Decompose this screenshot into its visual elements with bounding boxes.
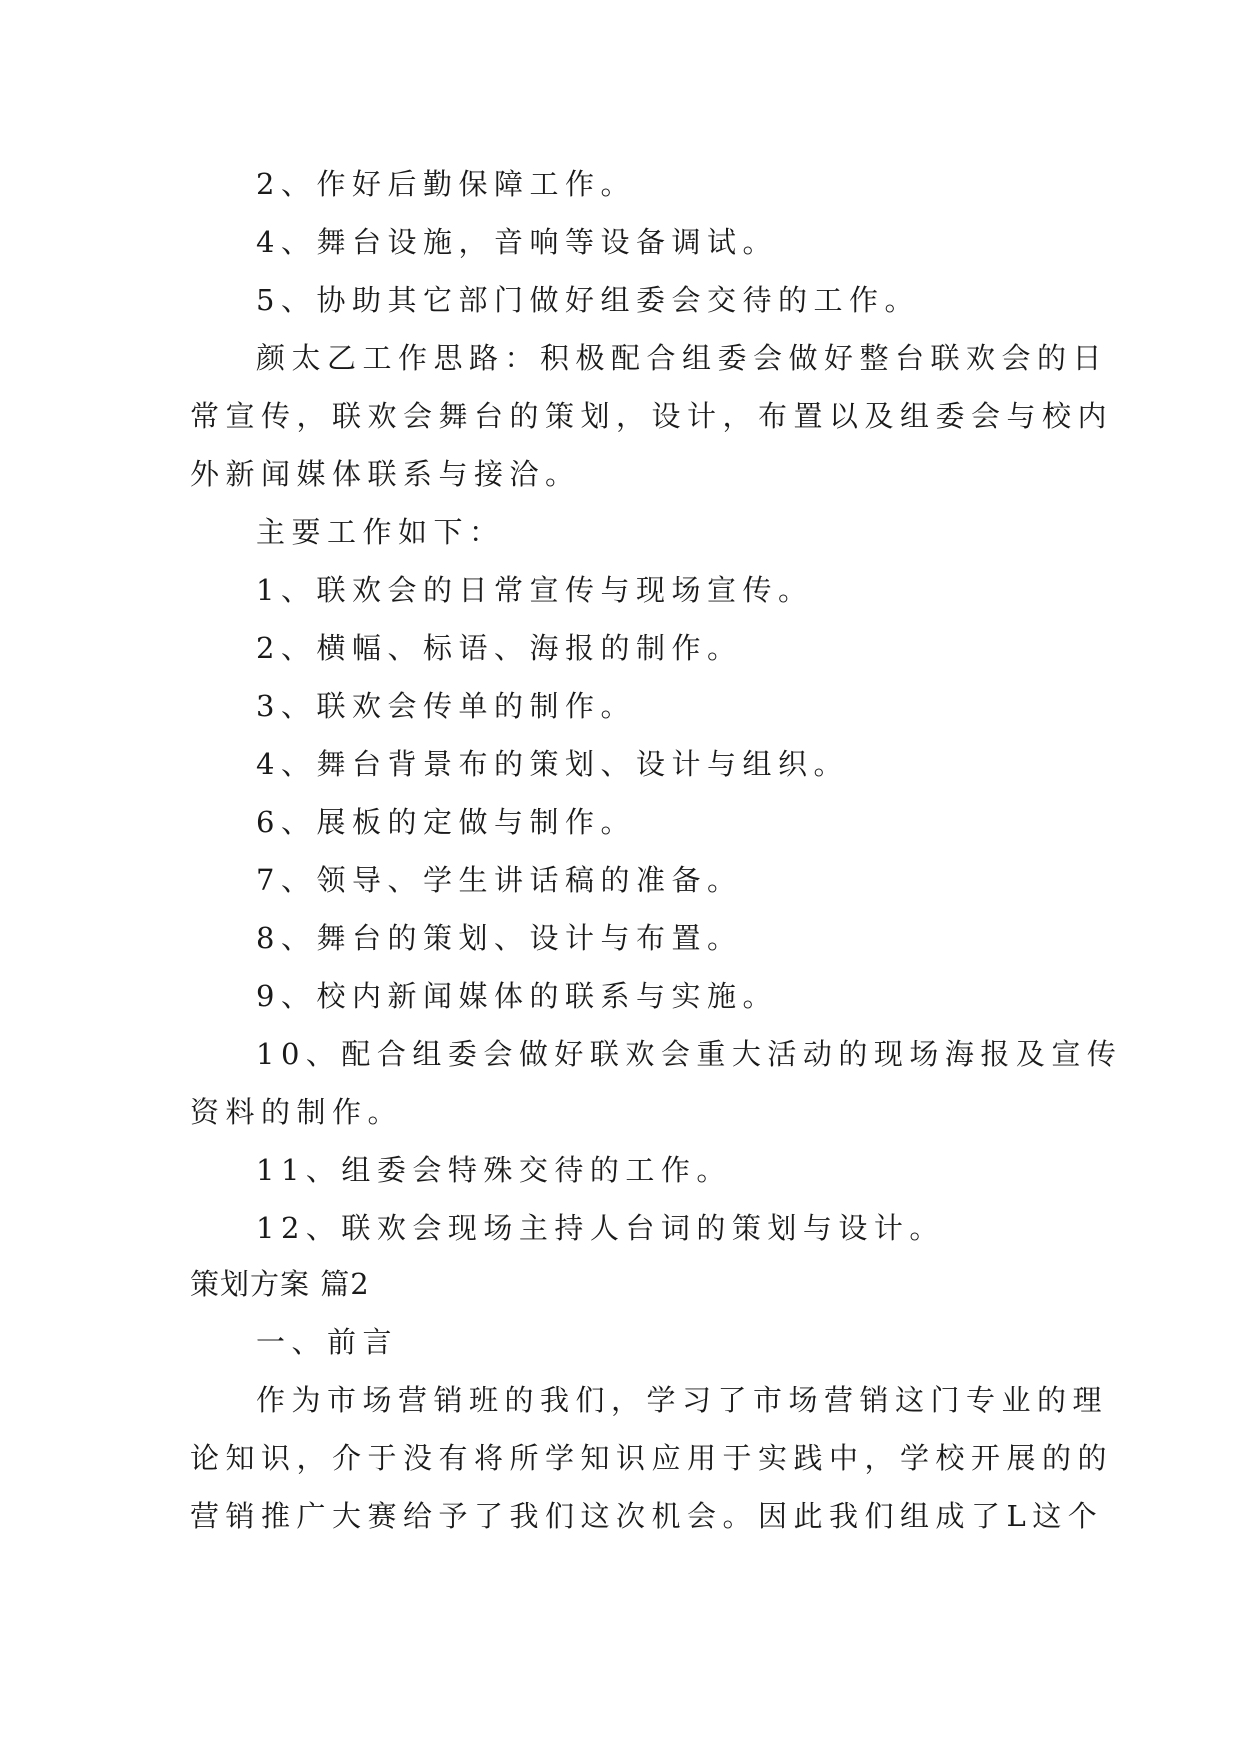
paragraph-line: 论知识，介于没有将所学知识应用于实践中，学校开展的的 — [190, 1441, 1114, 1475]
paragraph-line: 主要工作如下： — [256, 515, 505, 549]
subsection-heading: 一、前言 — [256, 1325, 399, 1359]
list-item: 7、领导、学生讲话稿的准备。 — [256, 863, 743, 897]
paragraph-line: 5、协助其它部门做好组委会交待的工作。 — [256, 283, 920, 317]
list-item: 9、校内新闻媒体的联系与实施。 — [256, 979, 778, 1013]
list-item: 3、联欢会传单的制作。 — [256, 689, 636, 723]
section-heading: 策划方案 篇2 — [190, 1267, 370, 1301]
list-item: 10、配合组委会做好联欢会重大活动的现场海报及宣传 — [256, 1037, 1123, 1071]
paragraph-line: 4、舞台设施，音响等设备调试。 — [256, 225, 778, 259]
list-item: 4、舞台背景布的策划、设计与组织。 — [256, 747, 849, 781]
paragraph-line: 2、作好后勤保障工作。 — [256, 167, 636, 201]
paragraph-line: 外新闻媒体联系与接洽。 — [190, 457, 581, 491]
paragraph-line: 营销推广大赛给予了我们这次机会。因此我们组成了L这个 — [190, 1499, 1104, 1533]
list-item: 11、组委会特殊交待的工作。 — [256, 1153, 732, 1187]
paragraph-line: 常宣传，联欢会舞台的策划，设计，布置以及组委会与校内 — [190, 399, 1114, 433]
paragraph-line: 颜太乙工作思路：积极配合组委会做好整台联欢会的日 — [256, 341, 1109, 375]
list-item: 12、联欢会现场主持人台词的策划与设计。 — [256, 1211, 945, 1245]
list-item: 6、展板的定做与制作。 — [256, 805, 636, 839]
list-item: 1、联欢会的日常宣传与现场宣传。 — [256, 573, 814, 607]
list-item: 8、舞台的策划、设计与布置。 — [256, 921, 743, 955]
paragraph-line: 资料的制作。 — [190, 1095, 404, 1129]
list-item: 2、横幅、标语、海报的制作。 — [256, 631, 743, 665]
paragraph-line: 作为市场营销班的我们，学习了市场营销这门专业的理 — [256, 1383, 1109, 1417]
